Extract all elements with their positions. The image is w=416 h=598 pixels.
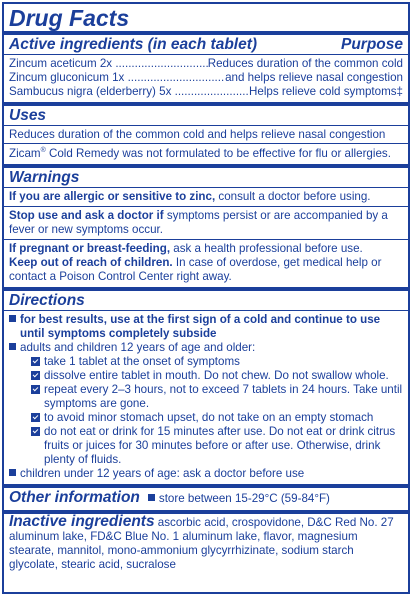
ingredient-purpose: and helps relieve nasal congestion: [225, 71, 403, 84]
directions-first-item: for best results, use at the first sign of a cold and continue to use until symptoms completely subside: [9, 313, 403, 341]
inactive-ingredients: [9, 512, 403, 572]
checkbox-bullet-icon: [31, 427, 40, 436]
drug-facts-panel: [2, 2, 410, 594]
uses-text: Reduces duration of the common cold and helps relieve nasal congestion: [9, 128, 386, 141]
square-bullet-icon: [9, 343, 16, 350]
direction-step: dissolve entire tablet in mouth. Do not chew. Do not swallow whole.: [31, 369, 403, 383]
inactive-ingredients-heading: Inactive ingredients: [9, 512, 155, 530]
purpose-heading: Purpose: [340, 36, 403, 53]
other-info-heading: Other information: [9, 488, 140, 506]
inactive-ingredients-text: ascorbic acid, crospovidone, D&C Red No. 27 aluminum lake, FD&C Blue No. 1 aluminum lake, flavor, magnesium stearate, mannitol, mono-ammonium glycyrrhizinate, sodium starch glycolate, stearic acid, sucralose: [9, 515, 394, 571]
section-divider: [4, 484, 408, 488]
warnings-heading: Warnings: [9, 168, 80, 186]
ingredient-purpose: Reduces duration of the common cold: [207, 57, 403, 70]
active-ingredients-heading: Active ingredients (in each tablet): [9, 36, 258, 53]
allergy-warning: If you are allergic or sensitive to zinc, consult a doctor before using.: [9, 189, 371, 203]
square-bullet-icon: [148, 494, 155, 501]
checkbox-bullet-icon: [31, 413, 40, 422]
directions-steps: [9, 355, 403, 467]
other-info-item: store between 15-29°C (59-84°F): [148, 492, 330, 506]
other-info-row: [9, 489, 403, 507]
square-bullet-icon: [9, 469, 16, 476]
direction-step: do not eat or drink for 15 minutes after use. Do not eat or drink citrus fruits or juices for 30 minutes before or after use. Otherwise, drink plenty of fluids.: [31, 425, 403, 467]
checkbox-bullet-icon: [31, 357, 40, 366]
ingredient-row: [9, 71, 403, 85]
directions-heading: Directions: [9, 291, 85, 309]
ingredient-name: Sambucus nigra (elderberry) 5x .....: [9, 85, 249, 99]
ingredient-row: [9, 57, 403, 71]
warnings-inner-divider: [4, 239, 408, 240]
square-bullet-icon: [9, 315, 16, 322]
active-divider: [4, 54, 408, 55]
uses-note: Zicam® Cold Remedy was not formulated to be effective for flu or allergies.: [9, 146, 391, 160]
warnings-divider: [4, 187, 408, 188]
direction-step: repeat every 2–3 hours, not to exceed 7 tablets in 24 hours. Take until symptoms are gone.: [31, 383, 403, 411]
direction-step: to avoid minor stomach upset, do not take on an empty stomach: [31, 411, 403, 425]
ingredient-row: [9, 85, 403, 99]
directions-divider: [4, 310, 408, 311]
drug-facts-title: Drug Facts: [9, 5, 130, 31]
active-ingredients-heading-row: [9, 35, 403, 54]
directions-children-item: children under 12 years of age: ask a doctor before use: [9, 467, 403, 481]
registered-mark: ®: [40, 147, 46, 154]
children-reach-warning: Keep out of reach of children. In case of overdose, get medical help or contact a Poison Control Center right away.: [9, 255, 382, 283]
uses-divider: [4, 125, 408, 126]
checkbox-bullet-icon: [31, 371, 40, 380]
ingredient-purpose: Helps relieve cold symptoms‡: [249, 85, 403, 98]
pregnancy-warning: If pregnant or breast-feeding, ask a health professional before use.: [9, 241, 363, 255]
checkbox-bullet-icon: [31, 385, 40, 394]
stop-use-warning: Stop use and ask a doctor if symptoms persist or are accompanied by a fever or new symptoms occur.: [9, 208, 388, 236]
directions-adults-item: adults and children 12 years of age and older:: [9, 341, 403, 355]
warnings-inner-divider: [4, 206, 408, 207]
ingredient-name: Zincum gluconicum 1x .....: [9, 71, 225, 85]
ingredient-name: Zincum aceticum 2x .....: [9, 57, 208, 71]
brand-name: Zicam: [9, 146, 41, 160]
uses-heading: Uses: [9, 107, 47, 124]
direction-step: take 1 tablet at the onset of symptoms: [31, 355, 403, 369]
